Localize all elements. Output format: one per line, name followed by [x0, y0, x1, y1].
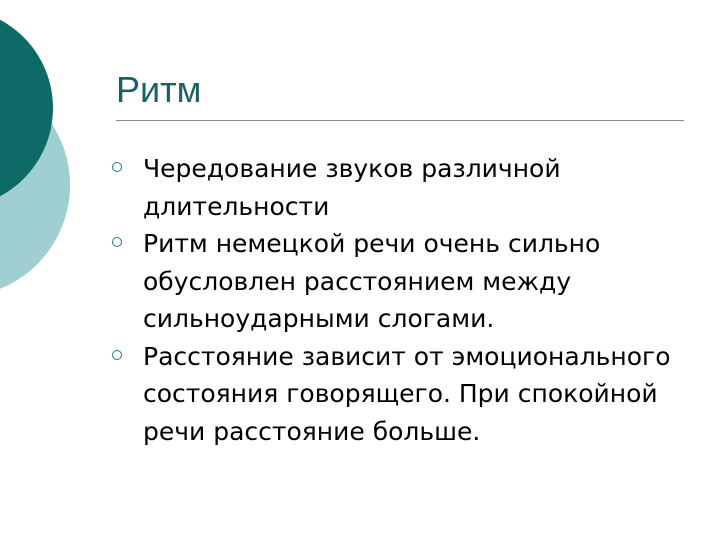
title-divider [116, 120, 684, 121]
bullet-text: Ритм немецкой речи очень сильно обусловлен расстоянием между сильноударными слогами. [143, 229, 601, 333]
bullet-text: Расстояние зависит от эмоционального состояния говорящего. При спокойной речи расстояние больше. [143, 341, 671, 446]
hollow-circle-bullet-icon [112, 162, 122, 172]
bullet-text: Чередование звуков различной длительности [143, 154, 561, 221]
bullet-item [112, 338, 702, 451]
bullet-item [112, 150, 702, 225]
bullet-item [112, 225, 702, 338]
bullet-list [112, 150, 702, 450]
hollow-circle-bullet-icon [112, 237, 122, 247]
slide-title: Ритм [116, 69, 202, 110]
decorative-circles [0, 0, 120, 300]
hollow-circle-bullet-icon [112, 350, 122, 360]
